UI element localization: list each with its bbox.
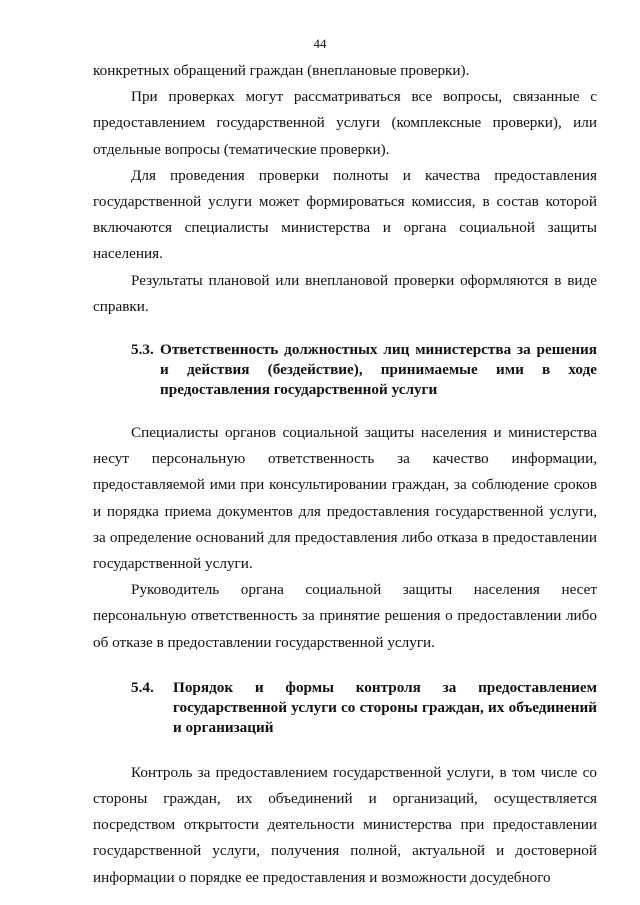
paragraph-specialists-responsibility: Специалисты органов социальной защиты населения и министерства несут персональную ответственность за качество информации, предоставляемой ими при консультировании граждан, за соблюдение сроков и порядка приема документов для предоставления государственной услуги, за определение оснований для предоставления либо отказа в предоставлении государственной услуги. (93, 424, 597, 573)
section-heading-5-4 (131, 678, 597, 738)
section-number: 5.4. (131, 678, 154, 696)
page-number: 44 (313, 36, 327, 51)
section-title: Порядок и формы контроля за предоставлением государственной услуги со стороны граждан, их объединений и организаций (173, 678, 597, 736)
section-title: Ответственность должностных лиц министерства за решения и действия (бездействие), принимаемые ими в ходе предоставления государственной услуги (160, 341, 597, 399)
paragraph-public-control: Контроль за предоставлением государственной услуги, в том числе со стороны граждан, их объединений и организаций, осуществляется посредством открытости деятельности министерства при предоставлении государственной услуги, получения полной, актуальной и достоверной информации о порядке ее предоставления и возможности досудебного (93, 763, 597, 886)
paragraph-check-results: Результаты плановой или внеплановой проверки оформляются в виде справки. (93, 271, 597, 315)
section-number: 5.3. (131, 341, 154, 359)
paragraph-head-responsibility: Руководитель органа социальной защиты населения несет персональную ответственность за принятие решения о предоставлении либо об отказе в предоставлении государственной услуги. (93, 581, 597, 651)
paragraph-unplanned-checks: конкретных обращений граждан (внеплановые проверки). (93, 62, 470, 79)
paragraph-commission: Для проведения проверки полноты и качества предоставления государственной услуги может формироваться комиссия, в состав которой включаются специалисты министерства и органа социальной защиты населения. (93, 166, 597, 263)
paragraph-check-scope: При проверках могут рассматриваться все вопросы, связанные с предоставлением государственной услуги (комплексные проверки), или отдельные вопросы (тематические проверки). (93, 88, 597, 158)
section-heading-5-3 (131, 340, 597, 400)
document-body (93, 58, 597, 891)
